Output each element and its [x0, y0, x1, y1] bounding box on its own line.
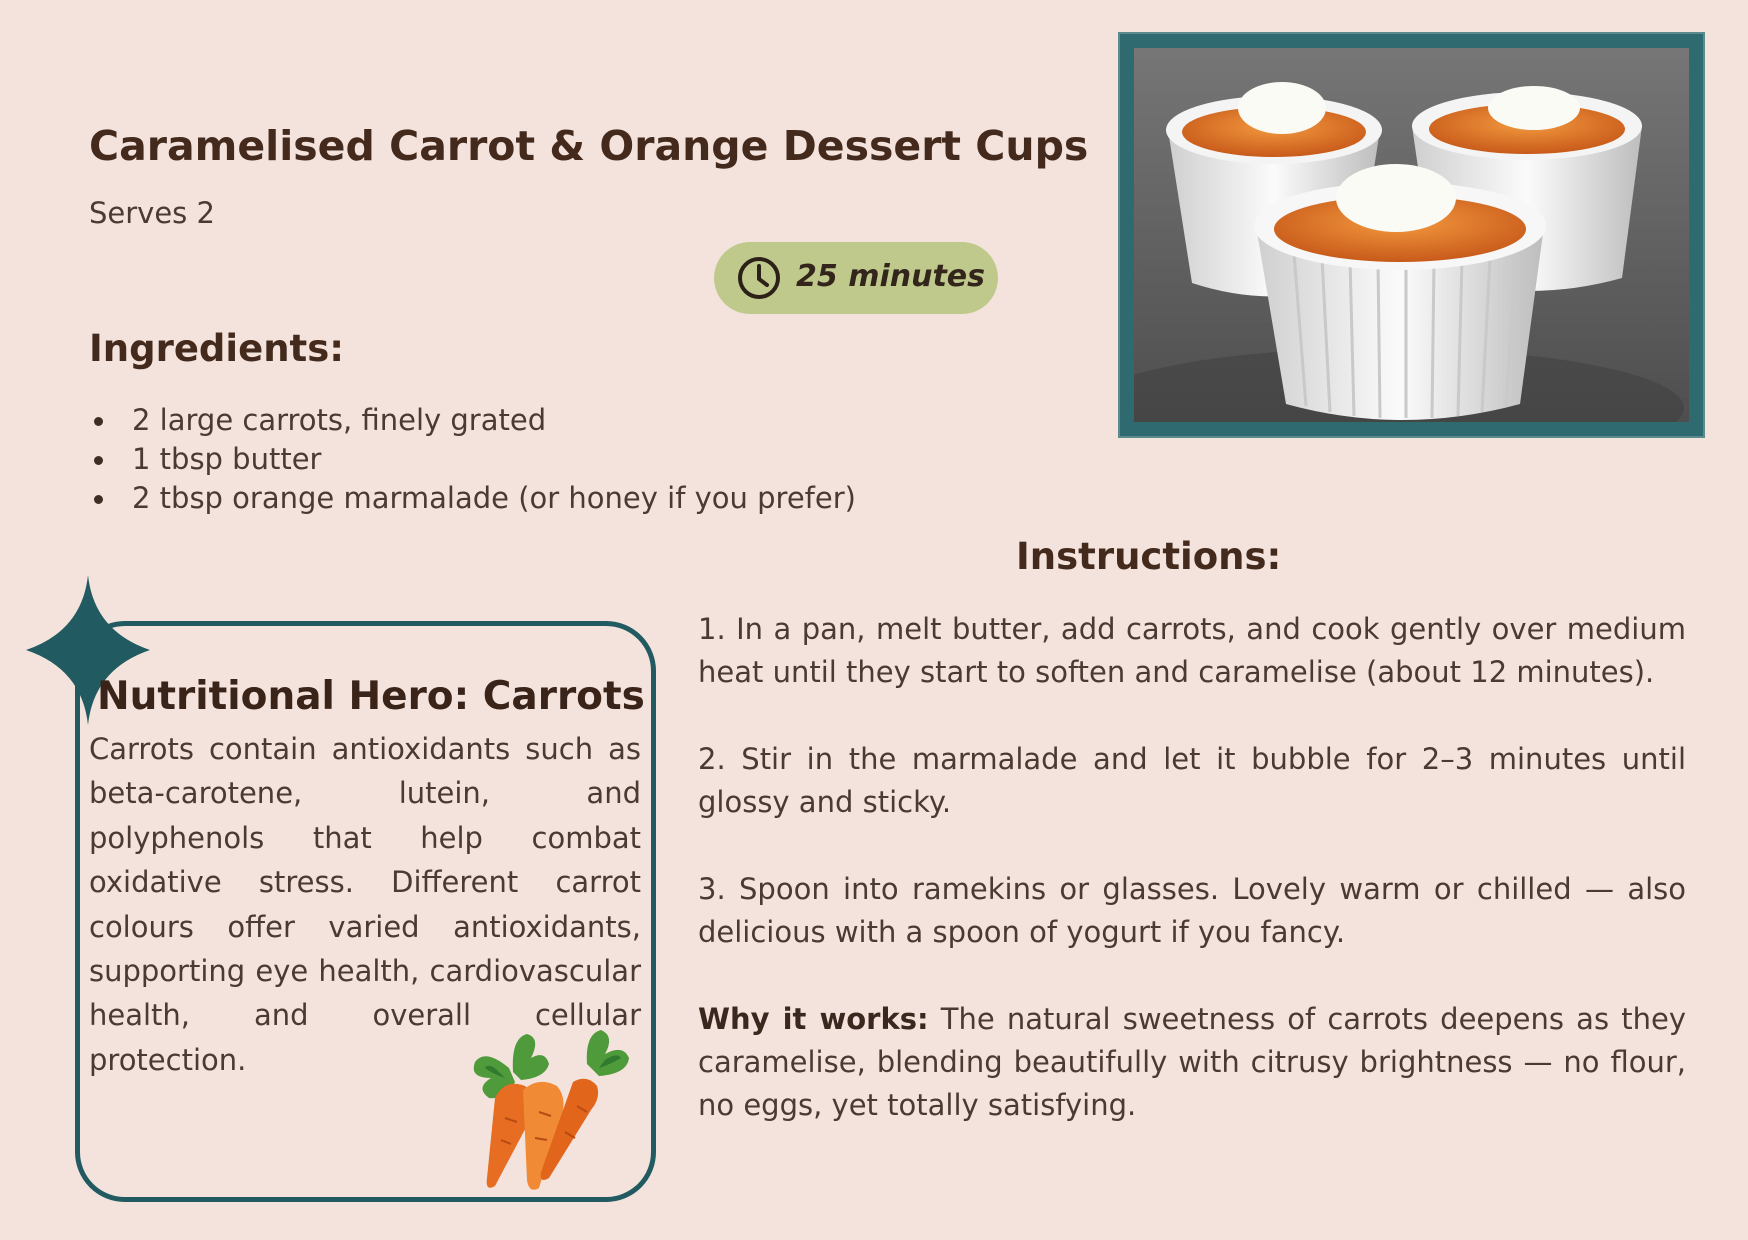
ingredient-item: 1 tbsp butter	[89, 440, 856, 479]
why-it-works	[698, 998, 1686, 1127]
instruction-step: 3. Spoon into ramekins or glasses. Lovely warm or chilled — also delicious with a spoon of yogurt if you fancy.	[698, 872, 1686, 949]
prep-time: 25 minutes	[796, 259, 985, 294]
ingredient-item: 2 tbsp orange marmalade (or honey if you prefer)	[89, 479, 856, 518]
ingredients-heading: Ingredients:	[89, 327, 345, 370]
dessert-photo	[1120, 34, 1703, 436]
recipe-title: Caramelised Carrot & Orange Dessert Cups	[89, 122, 1089, 170]
nutrition-heading: Nutritional Hero: Carrots	[97, 674, 645, 719]
clock-icon	[736, 255, 782, 301]
carrot-icon	[465, 1028, 639, 1194]
nutrition-text: Carrots contain antioxidants such as beta-carotene, lutein, and polyphenols that help combat oxidative stress. Different carrot colours offer varied antioxidants, supporting eye health, cardiovascular health, and overall cellular protection.	[89, 732, 641, 1077]
ingredient-item: 2 large carrots, finely grated	[89, 401, 856, 440]
instructions-list	[698, 608, 1686, 1171]
instruction-step: 1. In a pan, melt butter, add carrots, and cook gently over medium heat until they start to soften and caramelise (about 12 minutes).	[698, 612, 1686, 689]
serves-label: Serves 2	[89, 196, 215, 230]
instructions-heading: Instructions:	[1016, 535, 1282, 578]
time-badge	[714, 242, 998, 314]
ingredients-list	[89, 401, 856, 518]
why-it-works-label: Why it works:	[698, 1002, 929, 1036]
instruction-step: 2. Stir in the marmalade and let it bubble for 2–3 minutes until glossy and sticky.	[698, 742, 1686, 819]
why-it-works-text: The natural sweetness of carrots deepens as they caramelise, blending beautifully with citrusy brightness — no flour, no eggs, yet totally satisfying.	[698, 1002, 1686, 1122]
